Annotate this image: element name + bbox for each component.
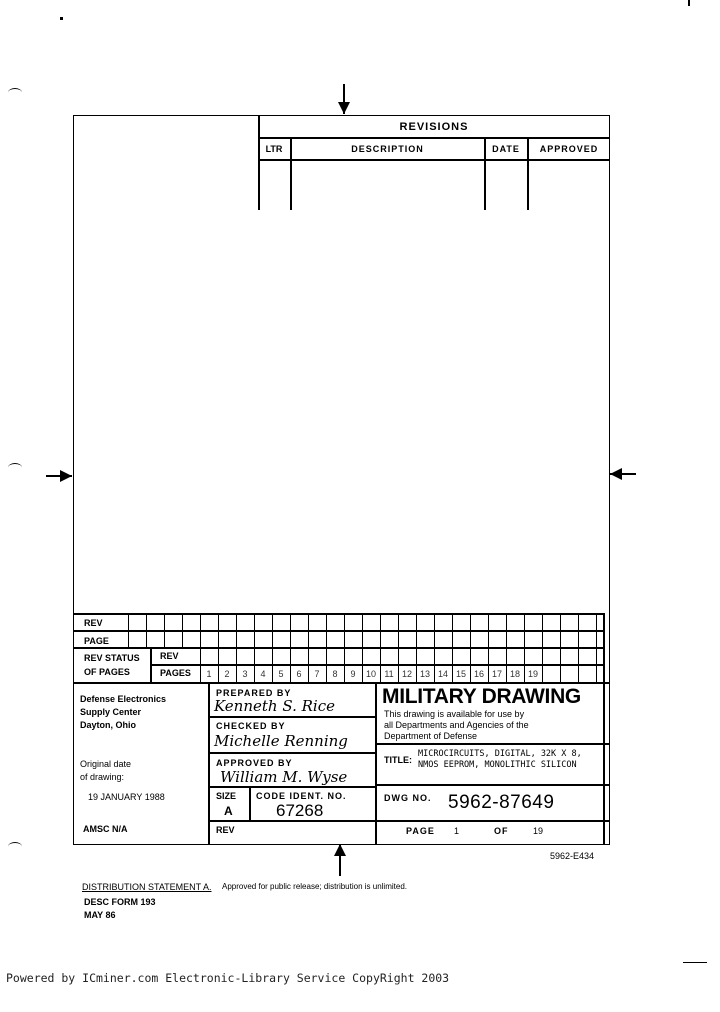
of-value: 19 xyxy=(533,826,544,836)
form-date: MAY 86 xyxy=(84,910,116,920)
org-name-1: Defense Electronics xyxy=(80,694,167,704)
of-pages-label: OF PAGES xyxy=(84,667,130,677)
page-number-cell: 4 xyxy=(260,669,266,679)
margin-mark xyxy=(8,88,22,97)
dwg-no-label: DWG NO. xyxy=(384,793,432,803)
page-number-cell: 1 xyxy=(206,669,212,679)
org-name-3: Dayton, Ohio xyxy=(80,720,136,730)
page-number-cell: 11 xyxy=(384,669,394,679)
page-value: 1 xyxy=(454,826,460,836)
military-drawing-heading: MILITARY DRAWING xyxy=(382,685,581,708)
title-label: TITLE: xyxy=(384,755,412,765)
page-number-cell: 13 xyxy=(419,669,430,679)
signoff-rev-label: REV xyxy=(216,825,235,835)
page-number-cell: 19 xyxy=(527,669,538,679)
page-number-cell: 15 xyxy=(455,669,466,679)
page-number-cell: 18 xyxy=(509,669,520,679)
form-code: 5962-E434 xyxy=(550,851,595,861)
watermark-text: Powered by ICminer.com Electronic-Library Service CopyRight 2003 xyxy=(6,971,450,985)
amsc-label: AMSC N/A xyxy=(83,824,128,834)
rev-status-label: REV STATUS xyxy=(84,653,140,663)
of-label: OF xyxy=(494,826,509,836)
margin-dot xyxy=(688,0,690,6)
margin-mark xyxy=(8,463,22,472)
original-date-value: 19 JANUARY 1988 xyxy=(88,792,165,802)
top-arrow-icon xyxy=(336,84,352,116)
org-name-2: Supply Center xyxy=(80,707,142,717)
approved-by-label: APPROVED BY xyxy=(216,758,293,768)
revisions-header-description: DESCRIPTION xyxy=(351,144,424,154)
size-value: A xyxy=(224,804,233,818)
right-arrow-icon xyxy=(608,466,636,482)
revisions-header-approved: APPROVED xyxy=(539,144,599,154)
pages-label: PAGES xyxy=(160,668,191,678)
page-number-cell: 7 xyxy=(314,669,320,679)
original-date-label-2: of drawing: xyxy=(80,772,125,782)
prepared-by-label: PREPARED BY xyxy=(216,688,292,698)
title-line-1: MICROCIRCUITS, DIGITAL, 32K X 8, xyxy=(418,749,582,759)
page-number-cell: 17 xyxy=(491,669,502,679)
left-arrow-icon xyxy=(46,468,74,484)
page-number-cell: 10 xyxy=(365,669,376,679)
distribution-label: DISTRIBUTION STATEMENT A. xyxy=(82,882,212,892)
dwg-no-value: 5962-87649 xyxy=(448,792,555,813)
original-date-label-1: Original date xyxy=(80,759,132,769)
page-number-cell: 6 xyxy=(296,669,302,679)
rev-row-label: REV xyxy=(84,618,103,628)
page-label: PAGE xyxy=(406,826,435,836)
bottom-arrow-icon xyxy=(332,840,348,878)
availability-line-1: This drawing is available for use by xyxy=(384,709,525,719)
revisions-title: REVISIONS xyxy=(399,121,469,133)
distribution-text: Approved for public release; distribution is unlimited. xyxy=(222,882,407,891)
checked-by-label: CHECKED BY xyxy=(216,721,286,731)
page-number-cell: 9 xyxy=(350,669,356,679)
page-number-cell: 8 xyxy=(332,669,338,679)
code-ident-value: 67268 xyxy=(276,801,324,820)
code-ident-label: CODE IDENT. NO. xyxy=(256,791,347,801)
availability-line-3: Department of Defense xyxy=(384,731,478,741)
grid-column-line xyxy=(182,613,183,647)
approved-signature: William M. Wyse xyxy=(220,768,348,786)
grid-column-line xyxy=(578,613,579,682)
title-line-2: NMOS EEPROM, MONOLITHIC SILICON xyxy=(418,760,577,770)
grid-column-line xyxy=(164,613,165,647)
page-number-cell: 5 xyxy=(278,669,284,679)
page-number-cell: 12 xyxy=(401,669,412,679)
form-number: DESC FORM 193 xyxy=(84,897,156,907)
grid-column-line xyxy=(560,613,561,682)
grid-column-line xyxy=(596,613,597,682)
revisions-header-ltr: LTR xyxy=(265,144,283,154)
grid-column-line xyxy=(128,613,129,647)
rev-status-rev-label: REV xyxy=(160,651,179,661)
grid-column-line xyxy=(146,613,147,647)
size-label: SIZE xyxy=(216,791,237,801)
revisions-header-date: DATE xyxy=(492,144,520,154)
availability-line-2: all Departments and Agencies of the xyxy=(384,720,529,730)
page-number-cell: 16 xyxy=(473,669,484,679)
page-number-cell: 14 xyxy=(437,669,448,679)
prepared-signature: Kenneth S. Rice xyxy=(214,697,335,715)
page-number-cell: 2 xyxy=(224,669,230,679)
margin-dot xyxy=(60,17,63,20)
grid-column-line xyxy=(542,613,543,682)
page-number-cell: 3 xyxy=(242,669,248,679)
page-row-label: PAGE xyxy=(84,636,109,646)
margin-mark xyxy=(8,842,22,851)
checked-signature: Michelle Renning xyxy=(214,732,348,750)
